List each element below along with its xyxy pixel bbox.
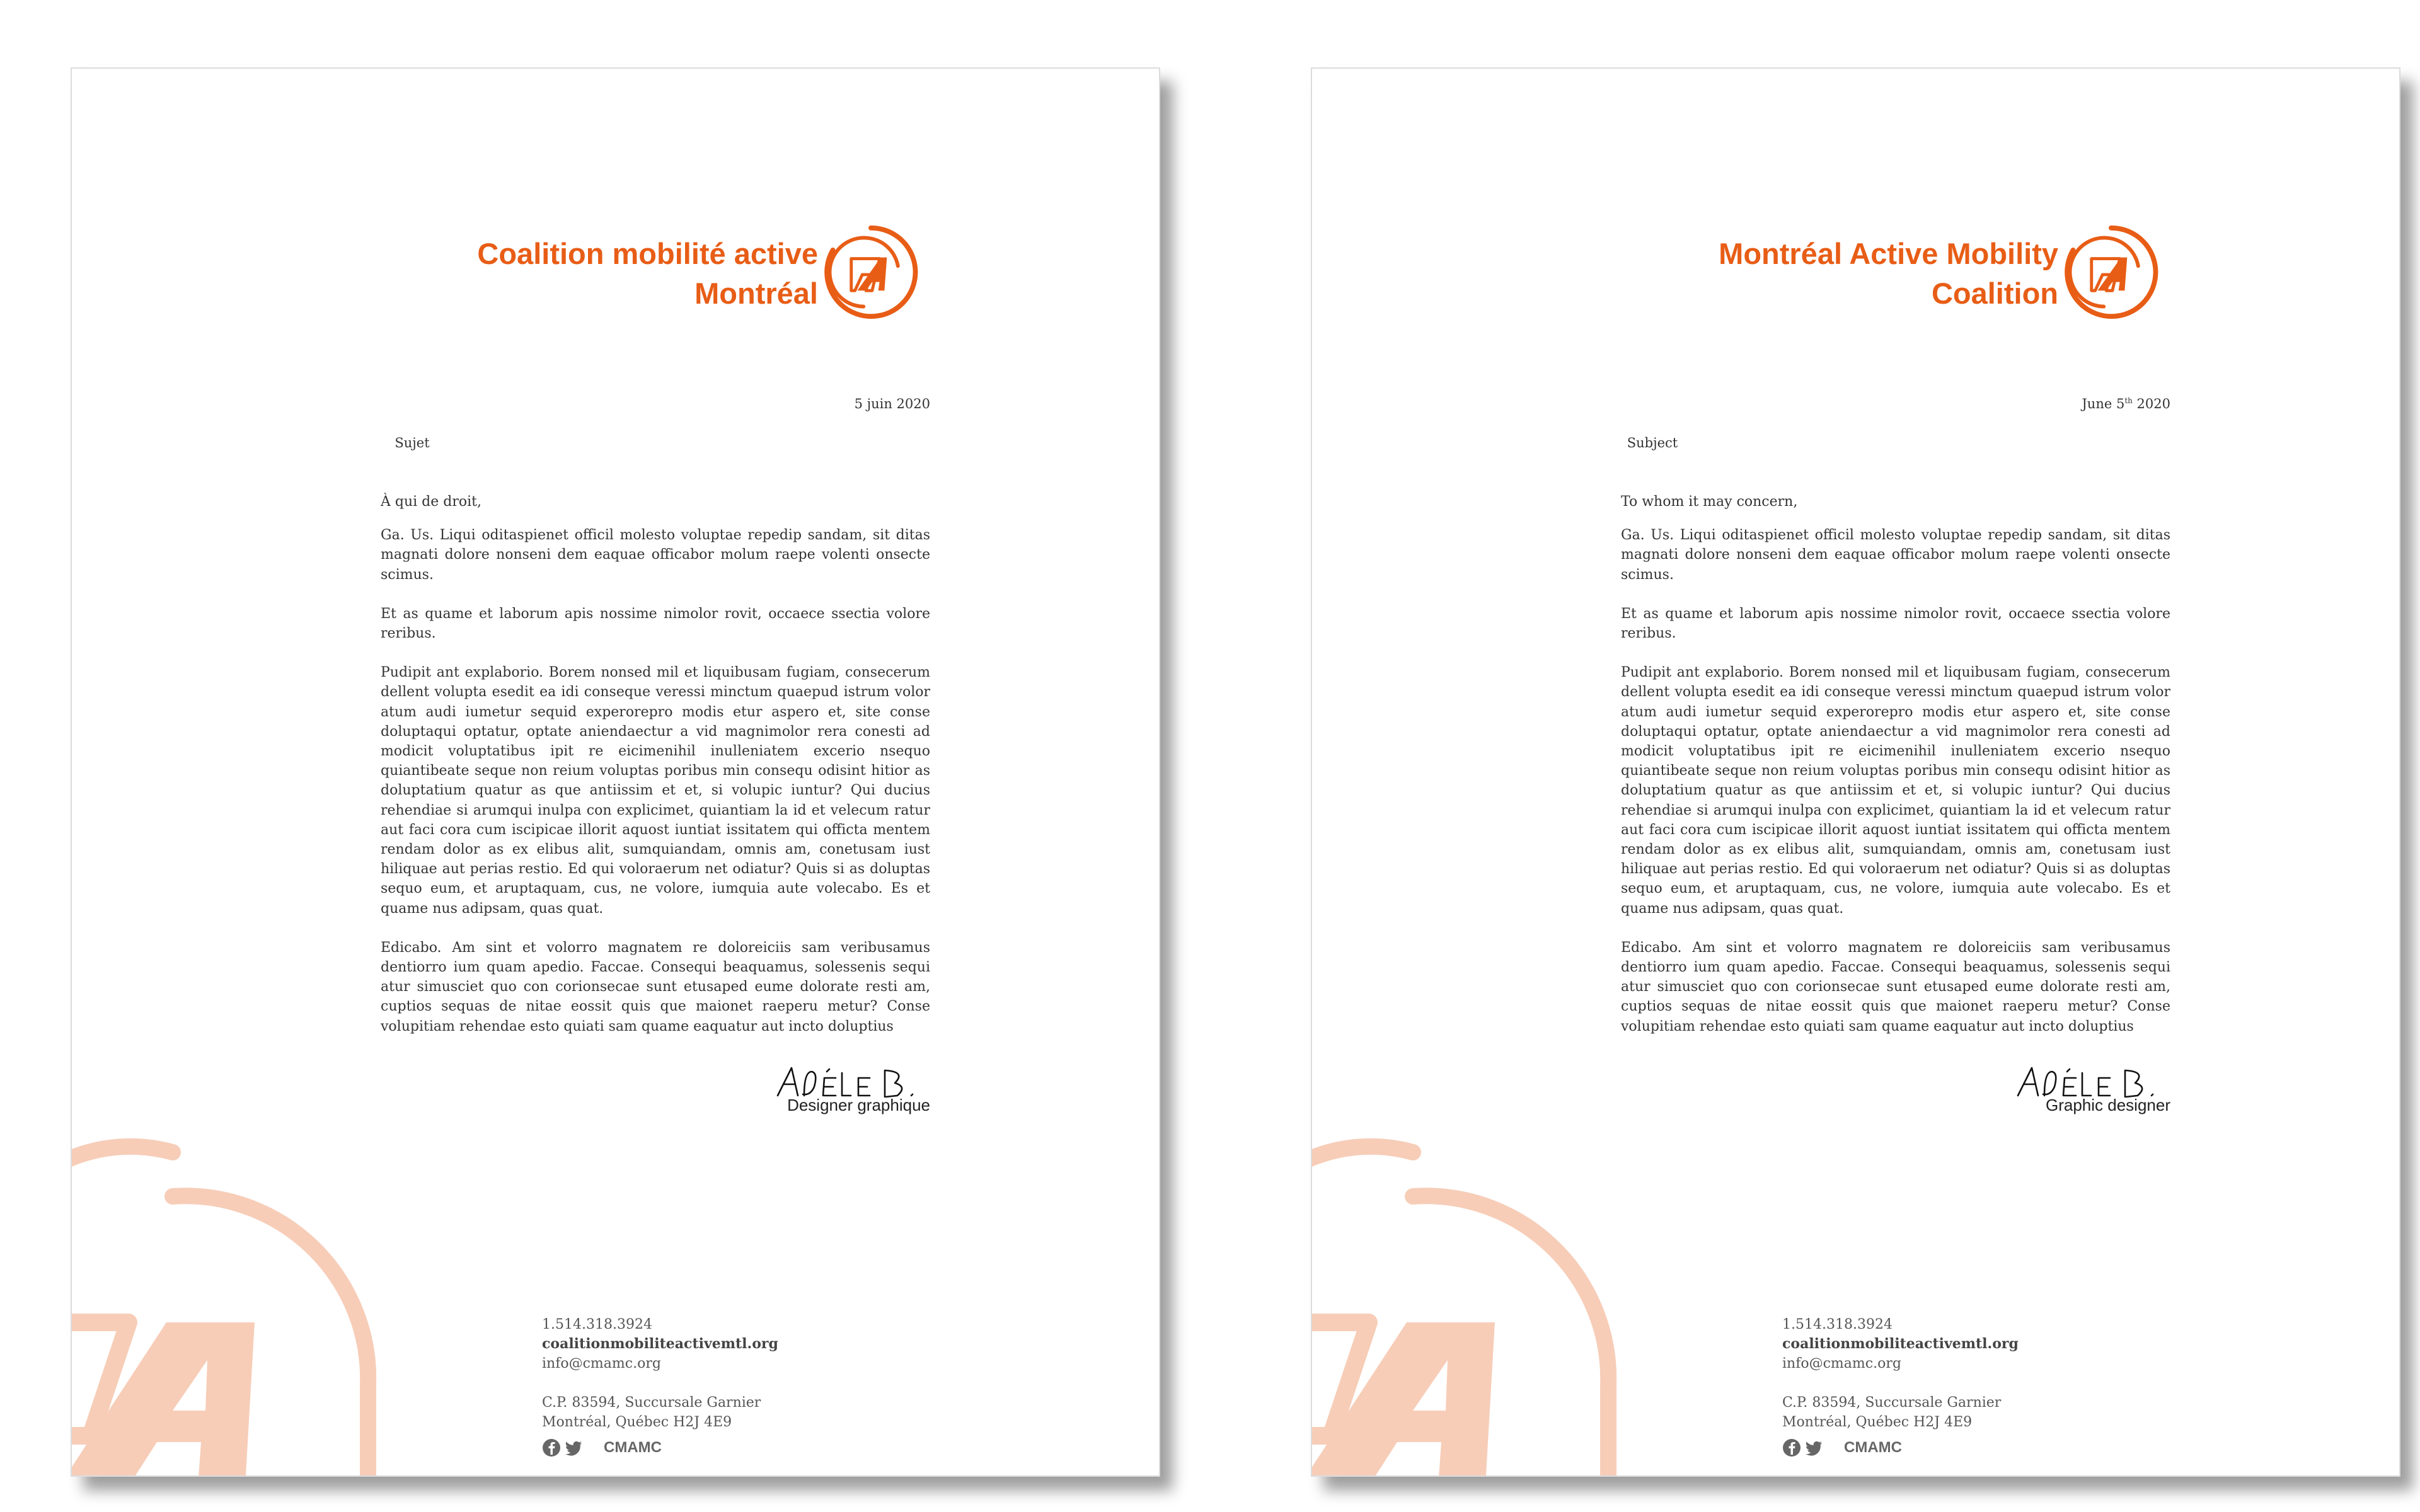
date-day: June 5 [2082, 396, 2125, 411]
signer-role: Designer graphique [787, 1096, 930, 1114]
paragraph: Pudipit ant explaborio. Borem nonsed mil et liquibusam fugiam, consecerum dellent volupta esedit ea idi conseque veressi minctum quaepud istrum volor atum audi iumetur sequid experorepro modis etur aspero et, site conse doluptaqui optatur, optate aniendaectur a vid magnimolor rera conesti ad modicit voluptatibus ipit re eicimenihil inulleniatem excerio nsequo quiantibeate seque non reium voluptas poribus min consequ odisint hitior as doluptatium quatur as que antiissim et et, si volupic iuntur? Qui ducius rehendiae si arumqui inulpa con explicimet, quiantiam la id et velecum ratur aut faci cora cum iscipicae illorit aquost iuntiat issitatem qui officta mentem rendam dolor as ex elibus alit, sumquiandam, omnis am, conetusam iust hiliquae aut perias restio. Ed qui voloraerum net odiatur? Quis si as doluptas sequo eum, et aruptaquam, cus, ne volore, iumquia aute volecabo. Es et quame nus adipsam, quas quat. [1621, 665, 2170, 917]
letter-date: 5 juin 2020 [854, 396, 930, 411]
signer-role: Graphic designer [2046, 1096, 2170, 1114]
paragraph: Edicabo. Am sint et volorro magnatem re doloreiciis sam veribusamus dentiorro ium quam apedio. Faccae. Consequi beaquamus, solessenis sequi atur simusciet quo con corionsecae sunt etusaped eume dolorate resti am, cuptios sequas de nitae eossit quis que maionet raeperu metur? Conse volupitiam rehendae esto quiati sam quame eaquatur aut incto doluptius [381, 939, 930, 1034]
letter-subject: Subject [1627, 435, 1678, 450]
contact-footer [542, 1315, 778, 1432]
paragraph: Ga. Us. Liqui oditaspienet officil molesto voluptae repedip sandam, sit ditas magnati dolore nonseni dem eaquae officabor molum raepe volenti onsecte scimus. [381, 527, 930, 583]
social-handle: CMAMC [604, 1439, 662, 1456]
organization-name-line1: Coalition mobilité active [477, 237, 818, 270]
letterhead-page-english [1311, 67, 2400, 1477]
organization-name-line1: Montréal Active Mobility [1719, 237, 2058, 270]
paragraph: Pudipit ant explaborio. Borem nonsed mil et liquibusam fugiam, consecerum dellent volupta esedit ea idi conseque veressi minctum quaepud istrum volor atum audi iumetur sequid experorepro modis etur aspero et, site conse doluptaqui optatur, optate aniendaectur a vid magnimolor rera conesti ad modicit voluptatibus ipit re eicimenihil inulleniatem excerio nsequo quiantibeate seque non reium voluptas poribus min consequ odisint hitior as doluptatium quatur as que antiissim et et, si volupic iuntur? Qui ducius rehendiae si arumqui inulpa con explicimet, quiantiam la id et velecum ratur aut faci cora cum iscipicae illorit aquost iuntiat issitatem qui officta mentem rendam dolor as ex elibus alit, sumquiandam, omnis am, conetusam iust hiliquae aut perias restio. Ed qui voloraerum net odiatur? Quis si as doluptas sequo eum, et aruptaquam, cus, ne volore, iumquia aute volecabo. Es et quame nus adipsam, quas quat. [381, 665, 930, 917]
salutation: À qui de droit, [381, 494, 481, 510]
address-line1: C.P. 83594, Succursale Garnier [1782, 1395, 2002, 1411]
letter-subject: Sujet [395, 435, 430, 450]
social-links [1782, 1437, 1902, 1458]
letter-body [381, 492, 930, 1056]
website-link[interactable]: coalitionmobiliteactivemtl.org [1782, 1336, 2019, 1352]
organization-name-line2: Coalition [1931, 277, 2058, 310]
paragraph: Edicabo. Am sint et volorro magnatem re doloreiciis sam veribusamus dentiorro ium quam apedio. Faccae. Consequi beaquamus, solessenis sequi atur simusciet quo con corionsecae sunt etusaped eume dolorate resti am, cuptios sequas de nitae eossit quis que maionet raeperu metur? Conse volupitiam rehendae esto quiati sam quame eaquatur aut incto doluptius [1621, 939, 2170, 1034]
letterhead-page-french [71, 67, 1160, 1477]
cmamc-logo-icon [821, 223, 919, 321]
email-address[interactable]: info@cmamc.org [1782, 1356, 1901, 1372]
cmamc-logo-icon [2061, 223, 2159, 321]
letter-date [2082, 396, 2170, 411]
paragraph: Et as quame et laborum apis nossime nimolor rovit, occaece ssectia volore reribus. [381, 605, 930, 642]
organization-name-line2: Montréal [694, 277, 818, 310]
watermark-logo-icon [1312, 1133, 1640, 1477]
facebook-icon[interactable] [542, 1438, 561, 1457]
organization-name [477, 234, 818, 313]
organization-name [1719, 234, 2058, 313]
facebook-icon[interactable] [1782, 1438, 1801, 1457]
paragraph: Ga. Us. Liqui oditaspienet officil molesto voluptae repedip sandam, sit ditas magnati dolore nonseni dem eaquae officabor molum raepe volenti onsecte scimus. [1621, 527, 2170, 583]
date-ordinal: th [2124, 396, 2133, 405]
letter-body [1621, 492, 2170, 1056]
phone-number: 1.514.318.3924 [542, 1317, 652, 1332]
paragraph: Et as quame et laborum apis nossime nimolor rovit, occaece ssectia volore reribus. [1621, 605, 2170, 642]
social-handle: CMAMC [1844, 1439, 1902, 1456]
twitter-icon[interactable] [1804, 1438, 1823, 1457]
phone-number: 1.514.318.3924 [1782, 1317, 1893, 1332]
email-address[interactable]: info@cmamc.org [542, 1356, 661, 1372]
twitter-icon[interactable] [564, 1438, 583, 1457]
address-line2: Montréal, Québec H2J 4E9 [542, 1414, 732, 1430]
website-link[interactable]: coalitionmobiliteactivemtl.org [542, 1336, 778, 1352]
watermark-logo-icon [72, 1133, 400, 1477]
contact-footer [1782, 1315, 2019, 1432]
address-line1: C.P. 83594, Succursale Garnier [542, 1395, 761, 1411]
social-links [542, 1437, 662, 1458]
date-year: 2020 [2132, 396, 2170, 411]
address-line2: Montréal, Québec H2J 4E9 [1782, 1414, 1973, 1430]
salutation: To whom it may concern, [1621, 494, 1798, 510]
